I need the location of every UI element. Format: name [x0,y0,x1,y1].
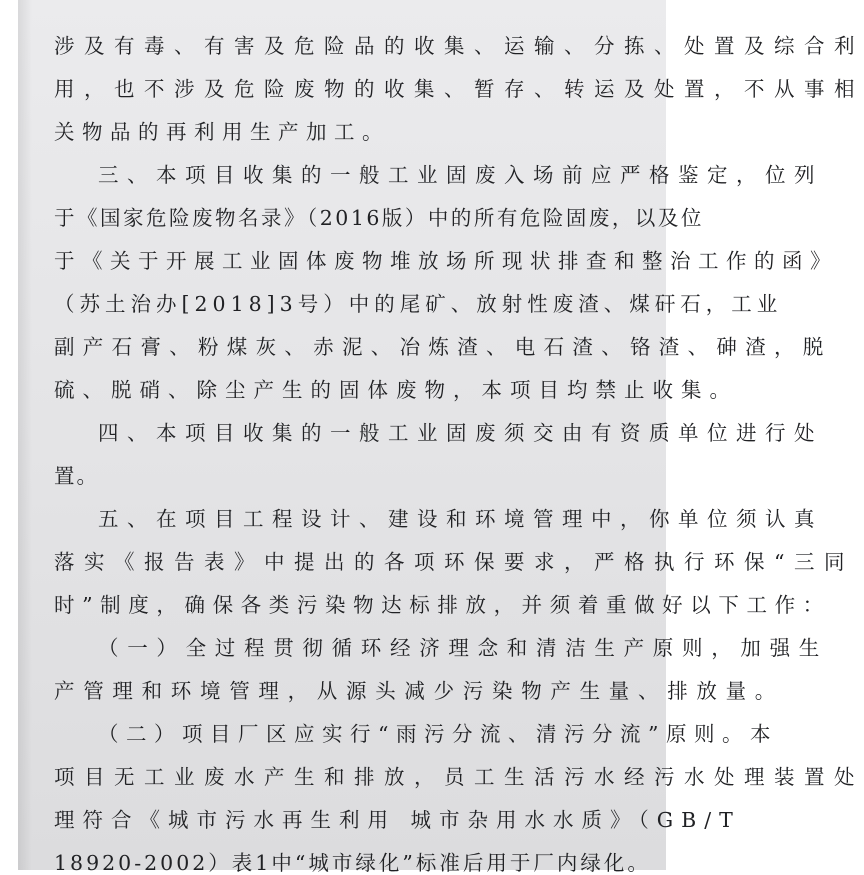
text-line-1: 涉及有毒、有害及危险品的收集、运输、分拣、处置及综合利 [54,34,864,58]
text-line-9: 硫、脱硝、除尘产生的固体废物，本项目均禁止收集。 [54,378,738,402]
text-line-20: 18920-2002）表1中“城市绿化”标准后用于厂内绿化。 [54,851,651,875]
text-line-12: 五、在项目工程设计、建设和环境管理中，你单位须认真 [98,507,823,531]
text-line-4: 三、本项目收集的一般工业固废入场前应严格鉴定，位列 [98,163,823,187]
text-line-16: 产管理和环境管理，从源头减少污染物产生量、排放量。 [54,679,784,703]
text-line-15: （一）全过程贯彻循环经济理念和清洁生产原则，加强生 [98,636,828,660]
text-line-19: 理符合《城市污水再生利用 城市杂用水水质》（GB/T [54,808,741,832]
text-line-6: 于《关于开展工业固体废物堆放场所现状排查和整治工作的函》 [54,249,838,273]
text-line-18: 项目无工业废水产生和排放，员工生活污水经污水处理装置处 [54,765,864,789]
text-line-5: 于《国家危险废物名录》（2016版）中的所有危险固废，以及位 [54,206,704,230]
text-line-10: 四、本项目收集的一般工业固废须交由有资质单位进行处 [98,421,823,445]
text-line-8: 副产石膏、粉煤灰、赤泥、冶炼渣、电石渣、铬渣、砷渣，脱 [54,335,832,359]
text-line-7: （苏土治办[2018]3号）中的尾矿、放射性废渣、煤矸石，工业 [54,292,783,316]
text-line-17: （二）项目厂区应实行“雨污分流、清污分流”原则。本 [98,722,778,746]
text-line-11: 置。 [54,464,99,488]
text-line-3: 关物品的再利用生产加工。 [54,120,390,144]
document-page [18,0,864,875]
page-shadow [18,0,32,870]
text-line-14: 时”制度，确保各类污染物达标排放，并须着重做好以下工作： [54,593,831,617]
text-line-13: 落实《报告表》中提出的各项环保要求，严格执行环保“三同 [54,550,854,574]
text-line-2: 用，也不涉及危险废物的收集、暂存、转运及处置，不从事相 [54,77,864,101]
